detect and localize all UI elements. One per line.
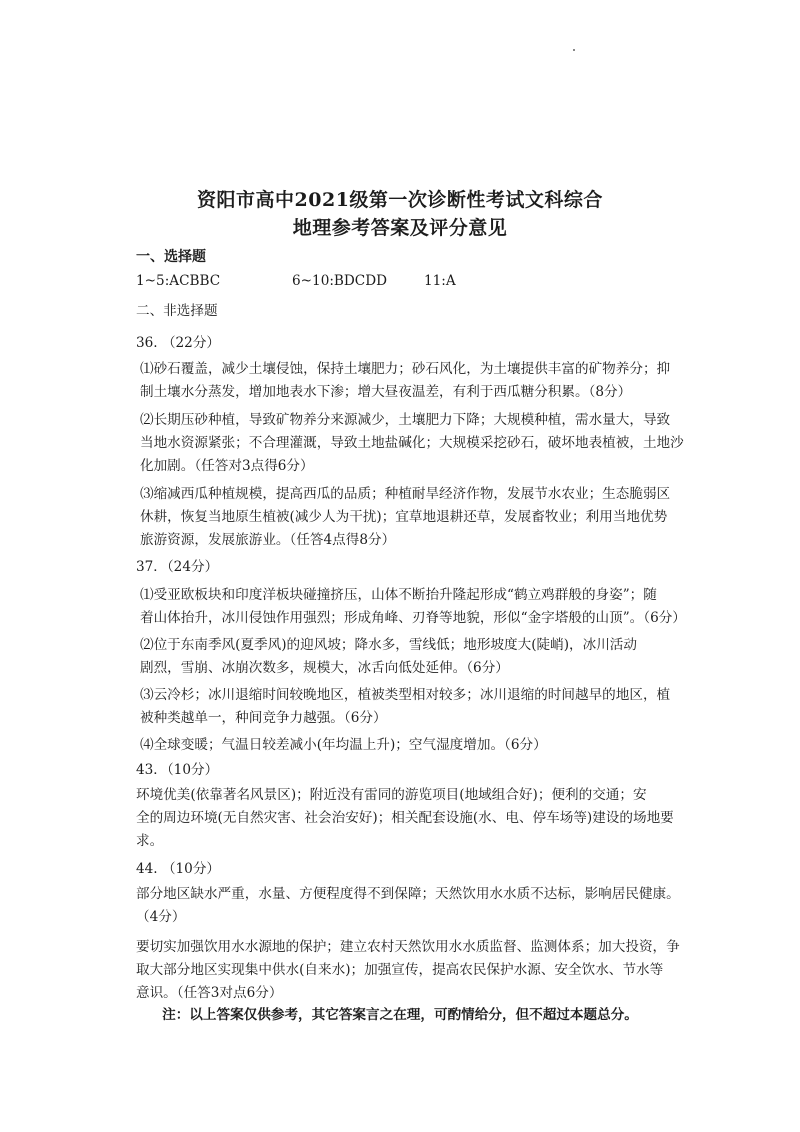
answer-line: 剧烈，雪崩、冰崩次数多，规模大，冰舌向低处延伸。（6分）	[140, 660, 509, 676]
answer-line: 被种类越单一，种间竞争力越强。（6分）	[140, 710, 387, 726]
question-37-heading: 37．（24分）	[136, 559, 219, 575]
choice-answers-6-10: 6~10:BDCDD	[292, 273, 388, 289]
answer-line: ⑶云冷杉；冰川退缩时间较晚地区，植被类型相对较多；冰川退缩的时间越早的地区，植	[140, 687, 671, 703]
choice-answer-11: 11:A	[424, 273, 456, 289]
question-37-part-4	[140, 734, 547, 757]
question-44-heading: 44. （10分）	[136, 861, 221, 877]
answer-line: 取大部分地区实现集中供水(自来水)；加强宣传，提高农民保护水源、安全饮水、节水等	[136, 962, 664, 978]
answer-line: ⑴受亚欧板块和印度洋板块碰撞挤压，山体不断抬升隆起形成“鹤立鸡群般的身姿”；随	[140, 587, 657, 603]
answer-line: ⑴砂石覆盖，减少土壤侵蚀，保持土壤肥力；砂石风化，为土壤提供丰富的矿物养分；抑	[140, 361, 671, 377]
answer-line: 求。	[136, 833, 164, 849]
question-37-part-3	[140, 684, 670, 730]
answer-line: 全的周边环境(无自然灾害、社会治安好)；相关配套设施(水、电、停车场等)建设的场地要	[136, 810, 674, 826]
answer-line: 要切实加强饮用水水源地的保护；建立农村天然饮用水水质监督、监测体系；加大投资，争	[136, 939, 680, 955]
grading-note: 注：以上答案仅供参考，其它答案言之在理，可酌情给分，但不超过本题总分。	[162, 1007, 638, 1023]
answer-line: 着山体抬升，冰川侵蚀作用强烈；形成角峰、刃脊等地貌，形似“金字塔般的山顶”。（6分）	[140, 610, 686, 626]
answer-line: ⑷全球变暖；气温日较差减小(年均温上升)；空气湿度增加。（6分）	[140, 737, 547, 753]
answer-line: ⑵长期压砂种植，导致矿物养分来源减少，土壤肥力下降；大规模种植，需水量大，导致	[140, 412, 671, 428]
question-37-part-2	[140, 634, 637, 680]
question-37-part-1	[140, 584, 686, 630]
answer-line: （4分）	[136, 909, 186, 925]
answer-line: 制土壤水分蒸发，增加地表水下渗；增大昼夜温差，有利于西瓜糖分积累。（8分）	[140, 384, 632, 400]
answer-line: 部分地区缺水严重，水量、方便程度得不到保障；天然饮用水水质不达标，影响居民健康。	[136, 886, 680, 902]
question-44-part-2	[136, 936, 680, 1005]
question-43-heading: 43．（10分）	[136, 762, 219, 778]
section-heading-choice: 一、选择题	[136, 249, 206, 265]
answer-line: 旅游资源，发展旅游业。（任答4点得8分）	[140, 532, 396, 548]
title-line-2: 地理参考答案及评分意见	[292, 217, 508, 239]
question-44-part-1	[136, 883, 680, 929]
answer-line: 环境优美(依靠著名风景区)；附近没有雷同的游览项目(地域组合好)；便利的交通；安	[136, 787, 647, 803]
choice-answers-1-5: 1~5:ACBBC	[136, 273, 221, 289]
answer-line: ⑶缩减西瓜种植规模，提高西瓜的品质；种植耐旱经济作物，发展节水农业；生态脆弱区	[140, 486, 671, 502]
question-36-part-3	[140, 483, 670, 552]
answer-line: 当地水资源紧张；不合理灌溉，导致土地盐碱化；大规模采挖砂石，破坏地表植被，土地沙	[140, 435, 684, 451]
answer-line: ⑵位于东南季风(夏季风)的迎风坡；降水多，雪线低；地形坡度大(陡峭)，冰川活动	[140, 637, 637, 653]
section-heading-nonchoice: 二、非选择题	[136, 303, 218, 319]
answer-line: 休耕，恢复当地原生植被(减少人为干扰)；宜草地退耕还草，发展畜牧业；利用当地优势	[140, 509, 668, 525]
title-line-1: 资阳市高中2021级第一次诊断性考试文科综合	[197, 189, 603, 211]
answer-line: 化加剧。（任答对3点得6分）	[140, 458, 314, 474]
answer-line: 意识。（任答3对点6分）	[136, 985, 283, 1001]
question-36-heading: 36. （22分）	[136, 335, 221, 351]
question-36-part-2	[140, 409, 684, 478]
scan-speck	[573, 49, 575, 51]
question-36-part-1	[140, 358, 670, 404]
question-43-answer	[136, 784, 674, 853]
